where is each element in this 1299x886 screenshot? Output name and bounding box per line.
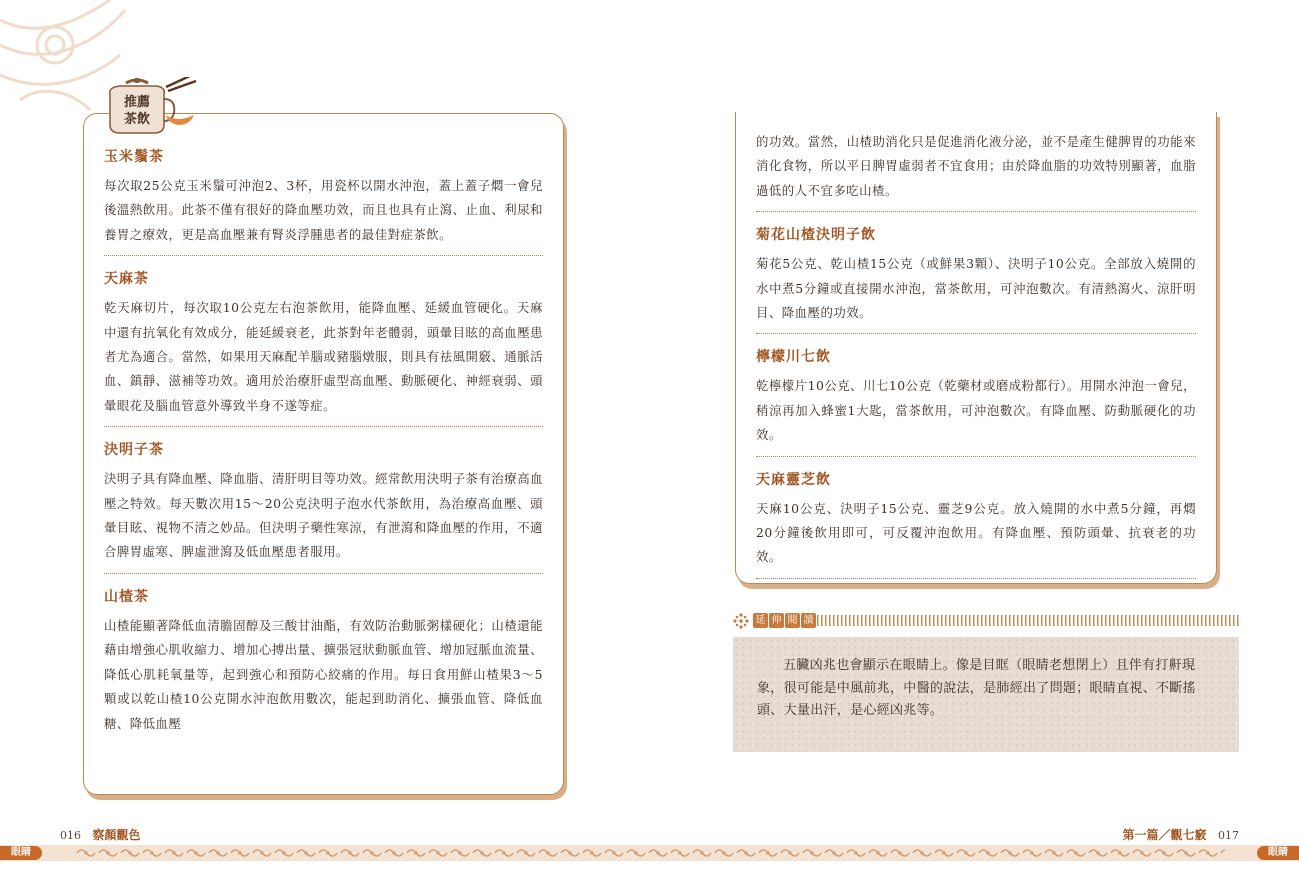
section-juemingzi: [104, 441, 543, 565]
dotted-divider: [756, 578, 1196, 579]
section-body: 山楂能顯著降低血清膽固醇及三酸甘油酯，有效防治動脈粥樣硬化；山楂還能藉由增強心肌收縮力、增加心搏出量、擴張冠狀動脈血管、增加冠脈血流量、降低心肌耗氧量等，起到強心和預防心絞痛的作用。每日食用鮮山楂果3～5顆或以乾山楂10公克開水沖泡飲用數次，能起到助消化、擴張血管、降低血糖、降低血壓: [104, 617, 543, 731]
left-content-card: [83, 113, 564, 795]
section-body: 每次取25公克玉米鬚可沖泡2、3杯，用瓷杯以開水沖泡，蓋上蓋子燜一會兒後溫熱飲用。此茶不僅有很好的降血壓功效，而且也具有止瀉、止血、利尿和養胃之療效，更是高血壓兼有腎炎浮腫患者的最佳對症茶飲。: [104, 178, 543, 242]
striped-bar: [817, 615, 1239, 626]
section-title: 天麻茶: [104, 271, 149, 288]
footer-left: [60, 826, 141, 843]
section-title: 菊花山楂決明子飲: [756, 227, 876, 244]
extended-reading-header: [733, 611, 1239, 631]
section-title: 山楂茶: [104, 588, 149, 605]
section-tianma: [104, 270, 543, 418]
footer-pattern-ornament: [75, 845, 1225, 861]
label-char: 延: [753, 613, 768, 628]
section-title: 玉米鬚茶: [104, 149, 164, 165]
footer-right: [1122, 826, 1239, 843]
dots-ornament-icon: [733, 613, 749, 629]
teapot-badge-icon: [100, 77, 200, 137]
extended-reading-text: 五臟凶兆也會顯示在眼睛上。像是目眶（眼睛老想閉上）且伴有打鼾現象，很可能是中風前兆，中醫的說法，是肺經出了問題；眼睛直視、不斷搖頭、大量出汗，是心經凶兆等。: [757, 658, 1196, 718]
section-juhua: [756, 226, 1196, 325]
continuation-text: 的功效。當然，山楂助消化只是促進消化液分泌，並不是產生健脾胃的功能來消化食物，所以平日脾胃虛弱者不宜食用；由於降血脂的功效特別顯著，血脂過低的人不宜多吃山楂。: [756, 134, 1196, 198]
section-body: 天麻10公克、決明子15公克、靈芝9公克。放入燒開的水中煮5分鐘，再燜20分鐘後飲用即可，可反覆沖泡飲用。有降血壓、預防頭暈、抗衰老的功效。: [756, 500, 1196, 565]
badge-line1: 推薦: [123, 95, 151, 110]
chapter-title: 第一篇／觀七竅: [1122, 828, 1207, 842]
extended-reading-box: [733, 637, 1239, 752]
section-body: 菊花5公克、乾山楂15公克（或鮮果3顆）、決明子10公克。全部放入燒開的水中煮5分鐘或直接開水沖泡，當茶飲用，可沖泡數次。有清熱瀉火、涼肝明目、降血壓的功效。: [756, 256, 1196, 321]
section-title: 檸檬川七飲: [756, 349, 831, 366]
section-title: 決明子茶: [104, 442, 164, 459]
right-content-card: [735, 112, 1217, 584]
dotted-divider: [756, 211, 1196, 212]
section-title: 天麻靈芝飲: [756, 471, 831, 488]
section-yumixu: [104, 148, 543, 247]
section-lingzhi: [756, 471, 1196, 570]
dotted-divider: [756, 456, 1196, 457]
dotted-divider: [104, 255, 543, 256]
section-body: 乾檸檬片10公克、川七10公克（乾藥材或磨成粉都行）。用開水沖泡一會兒，稍涼再加入蜂蜜1大匙，當茶飲用，可沖泡數次。有降血壓、防動脈硬化的功效。: [756, 378, 1196, 443]
page-number-left: 016: [60, 829, 81, 842]
dotted-divider: [104, 573, 543, 574]
badge-line2: 茶飲: [123, 112, 151, 127]
section-body: 決明子具有降血壓、降血脂、清肝明目等功效。經常飲用決明子茶有治療高血壓之特效。每天數次用15～20公克決明子泡水代茶飲用，為治療高血壓、頭暈目眩、視物不清之妙品。但決明子藥性寒涼，有泄瀉和降血壓的作用，不適合脾胃虛寒、脾虛泄瀉及低血壓患者服用。: [104, 471, 543, 560]
dotted-divider: [756, 333, 1196, 334]
chapter-tab-left: 眼睛: [0, 846, 42, 860]
section-body: 乾天麻切片，每次取10公克左右泡茶飲用，能降血壓、延緩血管硬化。天麻中還有抗氧化有效成分，能延緩衰老，此茶對年老體弱，頭暈目眩的高血壓患者尤為適合。當然，如果用天麻配羊腦或豬腦燉服，則具有祛風開竅、通脈活血、鎮靜、滋補等功效。適用於治療肝虛型高血壓、動脈硬化、神經衰弱、頭暈眼花及腦血管意外導致半身不遂等症。: [104, 300, 543, 413]
extended-reading-label: [753, 613, 816, 629]
section-shanzha: [104, 588, 543, 736]
dotted-divider: [104, 426, 543, 427]
page-number-right: 017: [1218, 829, 1239, 842]
label-char: 伸: [769, 613, 784, 628]
label-char: 讀: [801, 613, 816, 628]
chapter-tab-right: 眼睛: [1257, 846, 1299, 860]
label-char: 閱: [785, 613, 800, 628]
section-ningmeng: [756, 348, 1196, 447]
book-title: 察顏觀色: [92, 828, 141, 842]
